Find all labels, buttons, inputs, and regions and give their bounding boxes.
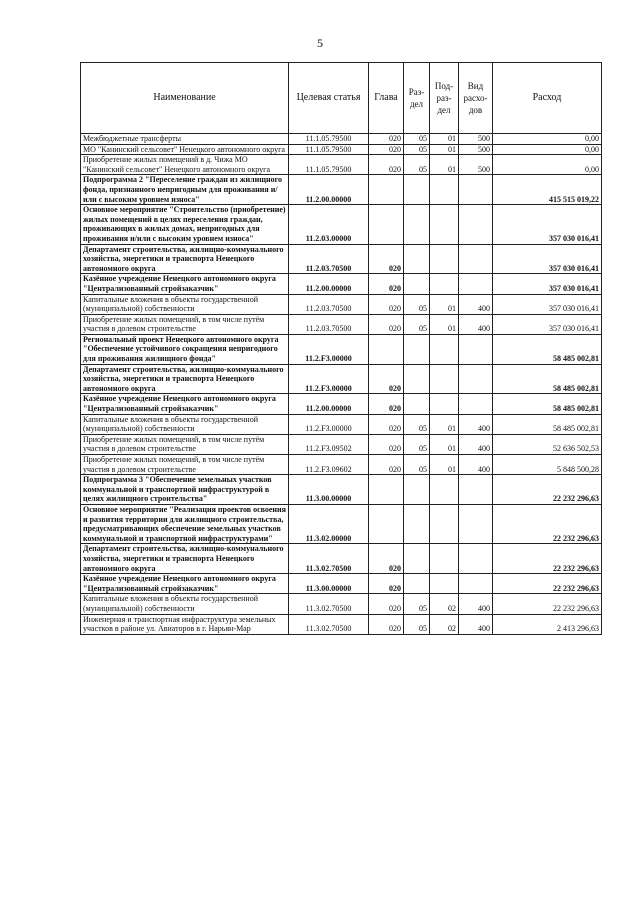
page-number: 5 — [317, 36, 323, 50]
cell-subsection: 01 — [430, 414, 459, 434]
cell-subsection — [430, 364, 459, 394]
header-amount: Расход — [493, 63, 602, 134]
cell-target-article: 11.3.00.00000 — [289, 574, 369, 594]
cell-amount: 22 232 296,63 — [493, 475, 602, 505]
cell-chapter: 020 — [369, 544, 404, 574]
cell-subsection — [430, 544, 459, 574]
cell-subsection — [430, 475, 459, 505]
cell-section — [404, 205, 430, 244]
cell-name: Подпрограмма 2 "Переселение граждан из жилищного фонда, признанного непригодным для проживания и/или с высоким уровнем износа" — [81, 175, 289, 205]
cell-chapter — [369, 205, 404, 244]
cell-name: Приобретение жилых помещений, в том числе путём участия в долевом строительстве — [81, 314, 289, 334]
cell-expense-type — [459, 475, 493, 505]
cell-expense-type: 400 — [459, 294, 493, 314]
cell-chapter: 020 — [369, 244, 404, 274]
cell-name: Казённое учреждение Ненецкого автономного округа "Централизованный стройзаказчик" — [81, 394, 289, 414]
cell-expense-type: 500 — [459, 134, 493, 145]
cell-chapter: 020 — [369, 364, 404, 394]
cell-name: Капитальные вложения в объекты государственной (муниципальной) собственности — [81, 414, 289, 434]
cell-section — [404, 175, 430, 205]
table-row — [81, 314, 602, 334]
header-name: Наименование — [81, 63, 289, 134]
cell-expense-type: 400 — [459, 434, 493, 454]
header-section: Раз- дел — [404, 63, 430, 134]
cell-amount: 52 636 502,53 — [493, 434, 602, 454]
cell-section: 05 — [404, 155, 430, 175]
cell-target-article: 11.2.03.70500 — [289, 244, 369, 274]
table-row — [81, 434, 602, 454]
cell-amount: 22 232 296,63 — [493, 574, 602, 594]
cell-chapter — [369, 175, 404, 205]
cell-target-article: 11.1.05.79500 — [289, 134, 369, 145]
table-row — [81, 205, 602, 244]
cell-target-article: 11.2.00.00000 — [289, 394, 369, 414]
cell-section — [404, 394, 430, 414]
cell-subsection — [430, 394, 459, 414]
header-expense-type: Вид расхо- дов — [459, 63, 493, 134]
cell-name: Департамент строительства, жилищно-коммунального хозяйства, энергетики и транспорта Ненецкого автономного округа — [81, 244, 289, 274]
cell-amount: 22 232 296,63 — [493, 504, 602, 543]
cell-chapter: 020 — [369, 574, 404, 594]
table-row — [81, 414, 602, 434]
cell-section — [404, 364, 430, 394]
cell-subsection: 01 — [430, 314, 459, 334]
cell-name: Капитальные вложения в объекты государственной (муниципальной) собственности — [81, 594, 289, 614]
cell-section: 05 — [404, 455, 430, 475]
cell-amount: 357 030 016,41 — [493, 205, 602, 244]
table-row — [81, 574, 602, 594]
cell-expense-type: 400 — [459, 414, 493, 434]
cell-amount: 58 485 002,81 — [493, 394, 602, 414]
cell-section: 05 — [404, 134, 430, 145]
budget-table — [80, 62, 602, 635]
cell-subsection — [430, 504, 459, 543]
cell-expense-type — [459, 274, 493, 294]
cell-chapter: 020 — [369, 594, 404, 614]
header-row — [81, 63, 602, 134]
cell-chapter — [369, 334, 404, 364]
cell-name: Инженерная и транспортная инфраструктура земельных участков в районе ул. Авиаторов в г. Нарьян-Мар — [81, 614, 289, 634]
header-chapter: Глава — [369, 63, 404, 134]
cell-name: Приобретение жилых помещений, в том числе путём участия в долевом строительстве — [81, 455, 289, 475]
cell-subsection: 01 — [430, 294, 459, 314]
cell-target-article: 11.2.F3.00000 — [289, 334, 369, 364]
cell-subsection — [430, 274, 459, 294]
cell-target-article: 11.2.F3.00000 — [289, 364, 369, 394]
cell-section: 05 — [404, 614, 430, 634]
table-row — [81, 544, 602, 574]
cell-expense-type — [459, 334, 493, 364]
cell-subsection: 01 — [430, 434, 459, 454]
cell-name: Подпрограмма 3 "Обеспечение земельных участков коммунальной и транспортной инфраструктурой в целях жилищного строительства" — [81, 475, 289, 505]
cell-expense-type — [459, 244, 493, 274]
cell-name: МО "Канинский сельсовет" Ненецкого автономного округа — [81, 144, 289, 155]
cell-amount: 5 848 500,28 — [493, 455, 602, 475]
cell-target-article: 11.3.02.70500 — [289, 594, 369, 614]
cell-subsection: 01 — [430, 155, 459, 175]
cell-section: 05 — [404, 434, 430, 454]
cell-name: Казённое учреждение Ненецкого автономного округа "Централизованный стройзаказчик" — [81, 574, 289, 594]
cell-chapter — [369, 475, 404, 505]
header-subsection: Под- раз- дел — [430, 63, 459, 134]
cell-name: Межбюджетные трансферты — [81, 134, 289, 145]
cell-target-article: 11.3.02.00000 — [289, 504, 369, 543]
cell-target-article: 11.2.00.00000 — [289, 274, 369, 294]
cell-chapter: 020 — [369, 414, 404, 434]
table-row — [81, 274, 602, 294]
cell-chapter: 020 — [369, 294, 404, 314]
cell-target-article: 11.2.03.00000 — [289, 205, 369, 244]
cell-name: Департамент строительства, жилищно-коммунального хозяйства, энергетики и транспорта Ненецкого автономного округа — [81, 364, 289, 394]
cell-section: 05 — [404, 594, 430, 614]
cell-name: Основное мероприятие "Строительство (приобретение) жилых помещений в целях переселения граждан, проживающих в жилых домах, непригодных для проживания и/или с высоким уровнем износа" — [81, 205, 289, 244]
cell-name: Департамент строительства, жилищно-коммунального хозяйства, энергетики и транспорта Ненецкого автономного округа — [81, 544, 289, 574]
cell-subsection — [430, 175, 459, 205]
table-row — [81, 175, 602, 205]
cell-chapter: 020 — [369, 134, 404, 145]
cell-expense-type — [459, 364, 493, 394]
table-row — [81, 455, 602, 475]
cell-target-article: 11.2.00.00000 — [289, 175, 369, 205]
cell-target-article: 11.3.00.00000 — [289, 475, 369, 505]
cell-section: 05 — [404, 414, 430, 434]
cell-chapter: 020 — [369, 144, 404, 155]
cell-expense-type: 500 — [459, 144, 493, 155]
cell-subsection: 01 — [430, 134, 459, 145]
cell-amount: 2 413 296,63 — [493, 614, 602, 634]
cell-expense-type — [459, 504, 493, 543]
cell-amount: 58 485 002,81 — [493, 414, 602, 434]
table-row — [81, 294, 602, 314]
header-target-article: Целевая статья — [289, 63, 369, 134]
cell-expense-type — [459, 544, 493, 574]
cell-amount: 415 515 019,22 — [493, 175, 602, 205]
cell-subsection — [430, 334, 459, 364]
cell-chapter: 020 — [369, 314, 404, 334]
cell-amount: 58 485 002,81 — [493, 364, 602, 394]
cell-amount: 0,00 — [493, 144, 602, 155]
cell-subsection — [430, 574, 459, 594]
cell-expense-type: 400 — [459, 314, 493, 334]
table-row — [81, 144, 602, 155]
cell-amount: 22 232 296,63 — [493, 544, 602, 574]
cell-amount: 357 030 016,41 — [493, 244, 602, 274]
cell-chapter: 020 — [369, 455, 404, 475]
cell-section — [404, 475, 430, 505]
cell-subsection: 01 — [430, 455, 459, 475]
cell-section — [404, 544, 430, 574]
cell-name: Региональный проект Ненецкого автономного округа "Обеспечение устойчивого сокращения непригодного для проживания жилищного фонда" — [81, 334, 289, 364]
cell-name: Приобретение жилых помещений в д. Чижа МО "Канинский сельсовет" Ненецкого автономного округа — [81, 155, 289, 175]
table-row — [81, 394, 602, 414]
cell-target-article: 11.1.05.79500 — [289, 144, 369, 155]
cell-target-article: 11.2.03.70500 — [289, 314, 369, 334]
cell-amount: 0,00 — [493, 134, 602, 145]
cell-section — [404, 244, 430, 274]
cell-expense-type — [459, 205, 493, 244]
cell-chapter — [369, 504, 404, 543]
cell-subsection: 01 — [430, 144, 459, 155]
cell-expense-type — [459, 394, 493, 414]
cell-amount: 357 030 016,41 — [493, 294, 602, 314]
cell-section: 05 — [404, 294, 430, 314]
table-row — [81, 155, 602, 175]
cell-amount: 357 030 016,41 — [493, 314, 602, 334]
table-row — [81, 334, 602, 364]
cell-subsection — [430, 244, 459, 274]
table-row — [81, 364, 602, 394]
cell-expense-type: 500 — [459, 155, 493, 175]
cell-section — [404, 574, 430, 594]
cell-target-article: 11.2.F3.00000 — [289, 414, 369, 434]
cell-name: Капитальные вложения в объекты государственной (муниципальной) собственности — [81, 294, 289, 314]
cell-target-article: 11.2.F3.09602 — [289, 455, 369, 475]
cell-subsection: 02 — [430, 614, 459, 634]
cell-section — [404, 504, 430, 543]
cell-target-article: 11.3.02.70500 — [289, 614, 369, 634]
cell-chapter: 020 — [369, 614, 404, 634]
cell-amount: 0,00 — [493, 155, 602, 175]
cell-chapter: 020 — [369, 394, 404, 414]
table-row — [81, 244, 602, 274]
table-row — [81, 614, 602, 634]
cell-name: Приобретение жилых помещений, в том числе путём участия в долевом строительстве — [81, 434, 289, 454]
cell-expense-type — [459, 175, 493, 205]
cell-name: Казённое учреждение Ненецкого автономного округа "Централизованный стройзаказчик" — [81, 274, 289, 294]
cell-section — [404, 274, 430, 294]
cell-chapter: 020 — [369, 274, 404, 294]
cell-target-article: 11.2.03.70500 — [289, 294, 369, 314]
table-row — [81, 504, 602, 543]
cell-subsection — [430, 205, 459, 244]
cell-chapter: 020 — [369, 155, 404, 175]
cell-expense-type — [459, 574, 493, 594]
cell-expense-type: 400 — [459, 594, 493, 614]
cell-section: 05 — [404, 314, 430, 334]
cell-amount: 357 030 016,41 — [493, 274, 602, 294]
cell-amount: 22 232 296,63 — [493, 594, 602, 614]
cell-subsection: 02 — [430, 594, 459, 614]
cell-expense-type: 400 — [459, 455, 493, 475]
cell-target-article: 11.3.02.70500 — [289, 544, 369, 574]
table-row — [81, 594, 602, 614]
cell-section — [404, 334, 430, 364]
cell-target-article: 11.2.F3.09502 — [289, 434, 369, 454]
table-body — [81, 134, 602, 635]
table-row — [81, 475, 602, 505]
cell-target-article: 11.1.05.79500 — [289, 155, 369, 175]
cell-section: 05 — [404, 144, 430, 155]
table-row — [81, 134, 602, 145]
cell-chapter: 020 — [369, 434, 404, 454]
cell-expense-type: 400 — [459, 614, 493, 634]
cell-name: Основное мероприятие "Реализация проектов освоения и развития территории для жилищного строительства, предусматривающих обеспечение земельных участков коммунальной и транспортной инфраструктурами" — [81, 504, 289, 543]
cell-amount: 58 485 002,81 — [493, 334, 602, 364]
